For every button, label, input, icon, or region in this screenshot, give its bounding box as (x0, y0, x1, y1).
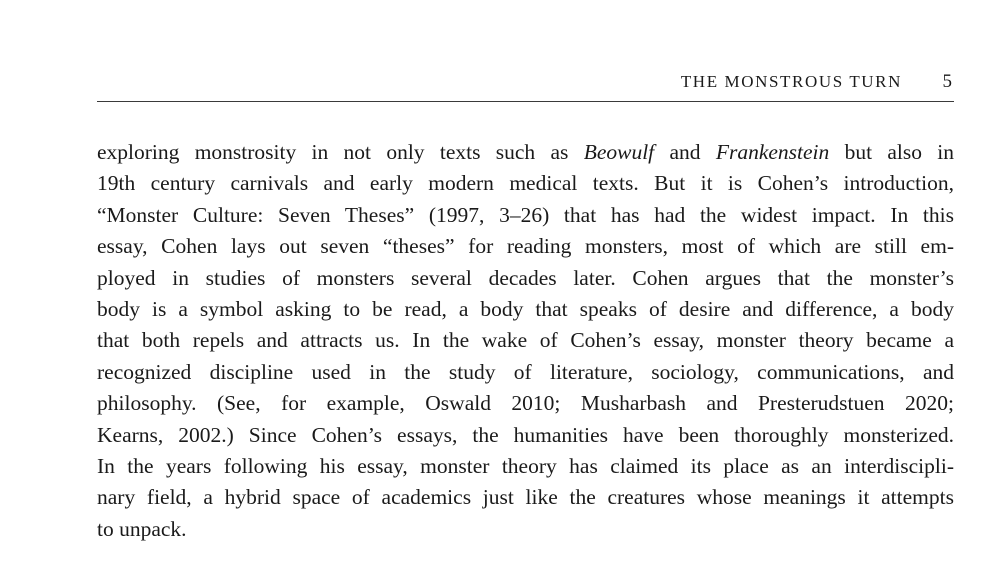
text-line: philosophy. (See, for example, Oswald 2010; Musharbash and Presterudstuen 2020; (97, 391, 954, 416)
text-line: that both repels and attracts us. In the wake of Cohen’s essay, monster theory became a (97, 328, 954, 353)
page-number: 5 (942, 71, 952, 92)
italic-title-beowulf: Beowulf (583, 140, 655, 164)
running-head (97, 70, 954, 94)
italic-title-frankenstein: Frankenstein (715, 140, 830, 164)
text-line: essay, Cohen lays out seven “theses” for reading monsters, most of which are still em- (97, 234, 954, 259)
text-line: recognized discipline used in the study of literature, sociology, communications, and (97, 359, 954, 384)
text-line: Kearns, 2002.) Since Cohen’s essays, the humanities have been thoroughly monsterized. (97, 422, 954, 447)
text-run: and (654, 140, 716, 164)
body-paragraph (97, 137, 954, 545)
text-line: nary field, a hybrid space of academics just like the creatures whose meanings it attempts (97, 485, 954, 510)
header-rule (97, 101, 954, 102)
text-line: 19th century carnivals and early modern medical texts. But it is Cohen’s introduction, (97, 171, 954, 196)
text-line-last: to unpack. (97, 516, 187, 541)
text-run: but also in (829, 140, 954, 164)
text-line: “Monster Culture: Seven Theses” (1997, 3–26) that has had the widest impact. In this (97, 202, 954, 227)
text-line: body is a symbol asking to be read, a body that speaks of desire and difference, a body (97, 296, 954, 321)
text-line: In the years following his essay, monster theory has claimed its place as an interdiscipli- (97, 453, 954, 478)
text-line (97, 137, 954, 168)
text-line: ployed in studies of monsters several decades later. Cohen argues that the monster’s (97, 265, 954, 290)
text-run: exploring monstrosity in not only texts such as (97, 140, 584, 164)
running-title: THE MONSTROUS TURN (680, 72, 902, 91)
